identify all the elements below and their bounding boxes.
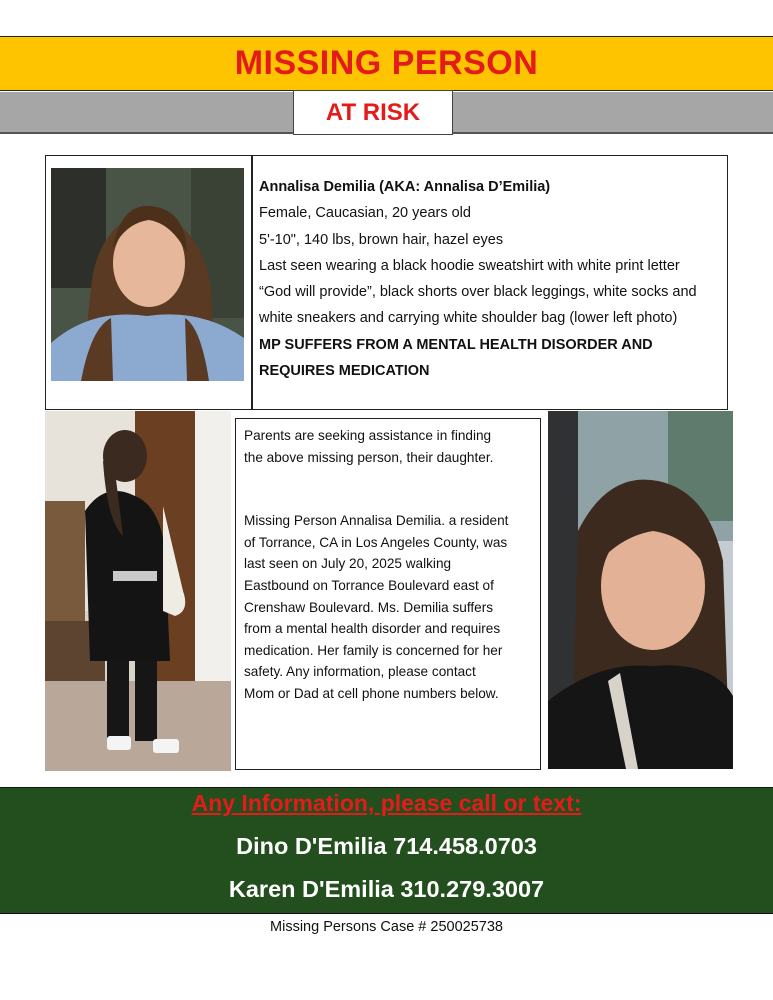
narrative-line: Parents are seeking assistance in finding [244,428,492,443]
portrait-photo [51,168,244,381]
clothing-line: “God will provide”, black shorts over black leggings, white socks and [259,284,697,301]
narrative-line: Crenshaw Boulevard. Ms. Demilia suffers [244,599,494,615]
case-number: Missing Persons Case # 250025738 [270,919,503,935]
last-seen-outfit-photo [45,411,231,771]
person-details [259,174,725,384]
narrative-line: the above missing person, their daughter. [244,449,494,465]
narrative-line: Missing Person Annalisa Demilia. a resident [244,513,509,529]
title-banner [0,36,773,91]
narrative-line: Eastbound on Torrance Boulevard east of [244,577,494,593]
narrative-line: medication. Her family is concerned for her [244,642,503,658]
person-demographics: Female, Caucasian, 20 years old [259,205,471,222]
warning-line: REQUIRES MEDICATION [259,363,430,380]
warning-line: MP SUFFERS FROM A MENTAL HEALTH DISORDER AND [259,336,653,353]
selfie-photo [548,411,733,769]
person-info-box [45,155,728,410]
clothing-line: white sneakers and carrying white shoulder bag (lower left photo) [259,310,678,327]
person-physical: 5'-10", 140 lbs, brown hair, hazel eyes [259,231,504,248]
person-name: Annalisa Demilia (AKA: Annalisa D’Emilia) [259,179,551,195]
at-risk-label: AT RISK [293,90,453,135]
clothing-line: Last seen wearing a black hoodie sweatshirt with white print letter [259,257,680,274]
info-divider [251,156,253,409]
narrative-line: safety. Any information, please contact [244,664,476,680]
narrative-line: last seen on July 20, 2025 walking [244,556,452,572]
contact-panel [0,787,773,914]
contact-dino: Dino D'Emilia 714.458.0703 [236,833,537,859]
narrative-line: from a mental health disorder and requires [244,621,501,637]
contact-karen: Karen D'Emilia 310.279.3007 [228,876,545,902]
narrative-line: Mom or Dad at cell phone numbers below. [244,685,499,701]
contact-callout: Any Information, please call or text: [191,790,582,816]
narrative-line: of Torrance, CA in Los Angeles County, was [244,534,508,550]
page-title: MISSING PERSON [234,44,539,82]
narrative-box [235,418,541,770]
